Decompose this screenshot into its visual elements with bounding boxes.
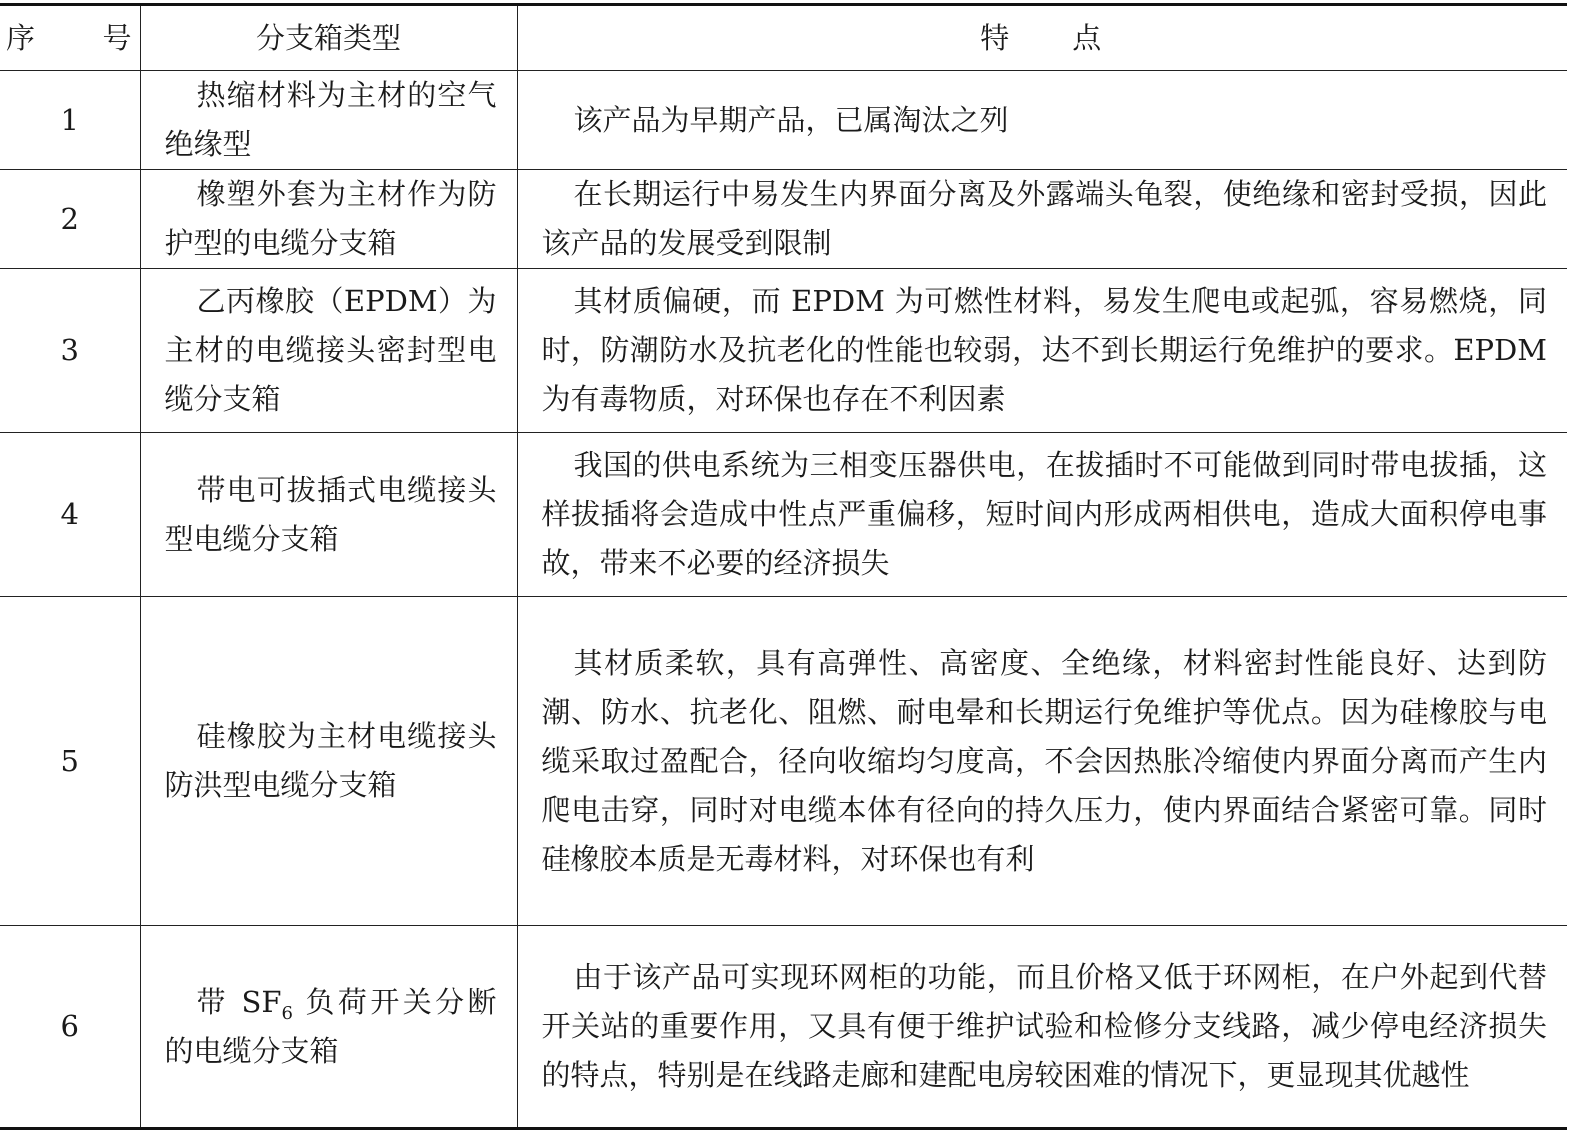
- header-seq-left: 序: [6, 20, 36, 55]
- header-type: 分支箱类型: [140, 5, 517, 71]
- row-type: [140, 926, 517, 1129]
- row-type: 热缩材料为主材的空气绝缘型: [140, 71, 517, 170]
- table-row: [0, 597, 1567, 926]
- row-type: 带电可拔插式电缆接头型电缆分支箱: [140, 433, 517, 597]
- row-type: 橡塑外套为主材作为防护型的电缆分支箱: [140, 170, 517, 269]
- row-feature: 在长期运行中易发生内界面分离及外露端头龟裂，使绝缘和密封受损，因此该产品的发展受到限制: [517, 170, 1567, 269]
- header-seq-right: 号: [102, 20, 132, 55]
- row-number: 2: [0, 170, 140, 269]
- header-feature: [517, 5, 1567, 71]
- row-number: 3: [0, 269, 140, 433]
- row-type: 乙丙橡胶（EPDM）为主材的电缆接头密封型电缆分支箱: [140, 269, 517, 433]
- row-number: 4: [0, 433, 140, 597]
- row-number: 1: [0, 71, 140, 170]
- header-feature-right: 点: [1072, 20, 1105, 55]
- table-row: [0, 926, 1567, 1129]
- row-type-prefix: 带 SF: [196, 984, 282, 1019]
- row-feature: 其材质柔软，具有高弹性、高密度、全绝缘，材料密封性能良好、达到防潮、防水、抗老化、阻燃、耐电晕和长期运行免维护等优点。因为硅橡胶与电缆采取过盈配合，径向收缩均匀度高，不会因热胀冷缩使内界面分离而产生内爬电击穿，同时对电缆本体有径向的持久压力，使内界面结合紧密可靠。同时硅橡胶本质是无毒材料，对环保也有利: [517, 597, 1567, 926]
- row-feature: 其材质偏硬，而 EPDM 为可燃性材料，易发生爬电或起弧，容易燃烧，同时，防潮防水及抗老化的性能也较弱，达不到长期运行免维护的要求。EPDM 为有毒物质，对环保也存在不利因素: [517, 269, 1567, 433]
- row-feature: 由于该产品可实现环网柜的功能，而且价格又低于环网柜，在户外起到代替开关站的重要作用，又具有便于维护试验和检修分支线路，减少停电经济损失的特点，特别是在线路走廊和建配电房较困难的情况下，更显现其优越性: [517, 926, 1567, 1129]
- row-feature: 我国的供电系统为三相变压器供电，在拔插时不可能做到同时带电拔插，这样拔插将会造成中性点严重偏移，短时间内形成两相供电，造成大面积停电事故，带来不必要的经济损失: [517, 433, 1567, 597]
- header-feature-left: 特: [980, 20, 1013, 55]
- row-number: 5: [0, 597, 140, 926]
- row-type: 硅橡胶为主材电缆接头防洪型电缆分支箱: [140, 597, 517, 926]
- table-row: [0, 71, 1567, 170]
- table-row: [0, 433, 1567, 597]
- table-row: [0, 269, 1567, 433]
- cable-branch-box-table: [0, 3, 1567, 1130]
- header-seq: [0, 5, 140, 71]
- row-type-suffix: 负荷开关分断的电缆分支箱: [164, 984, 497, 1068]
- row-feature: 该产品为早期产品，已属淘汰之列: [517, 71, 1567, 170]
- header-row: [0, 5, 1567, 71]
- row-number: 6: [0, 926, 140, 1129]
- row-type-subscript: 6: [281, 1002, 293, 1024]
- table-row: [0, 170, 1567, 269]
